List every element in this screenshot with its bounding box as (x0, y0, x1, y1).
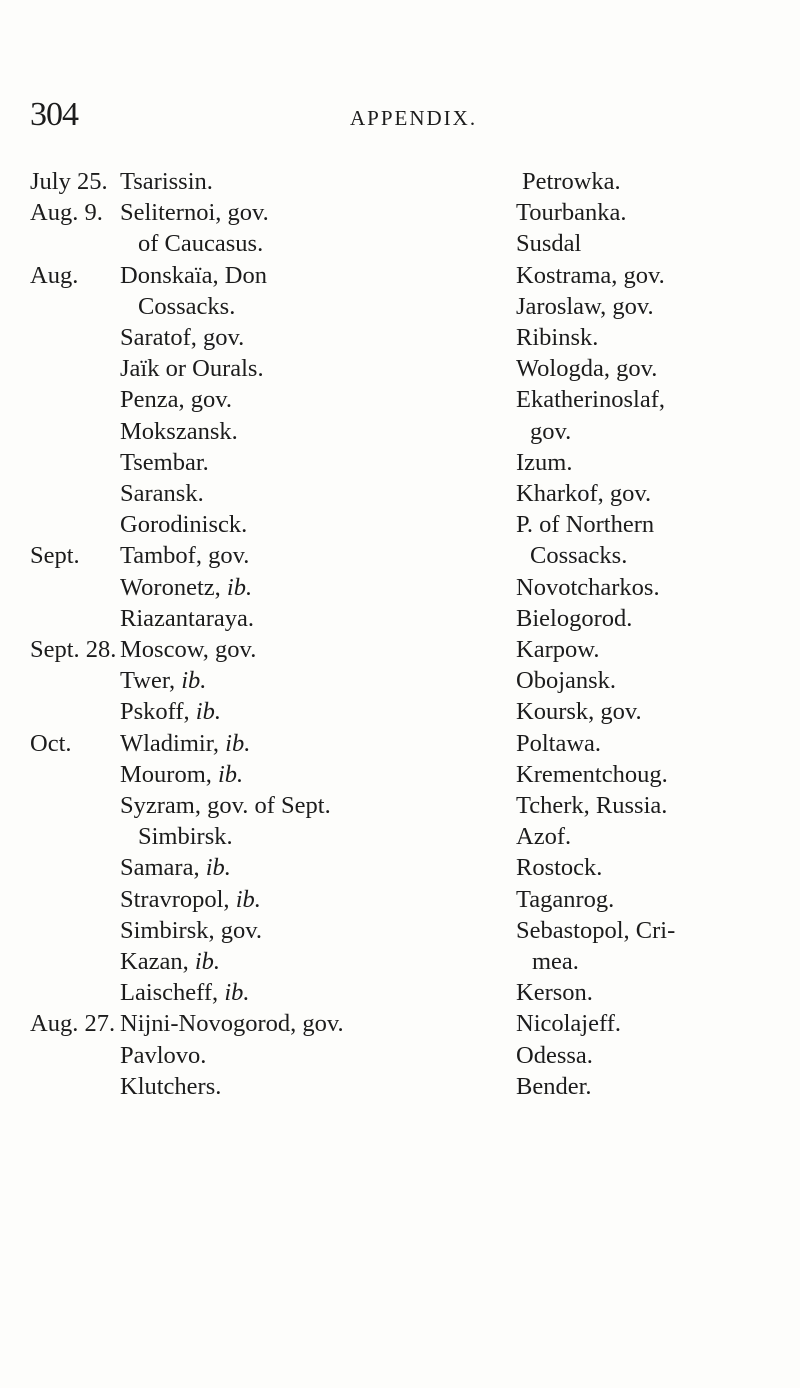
entry-text (522, 166, 621, 198)
place-name: Kostrama, gov. (516, 262, 665, 289)
place-name: Woronetz, (120, 574, 227, 601)
entry-text (120, 946, 220, 978)
entry-text (530, 540, 627, 572)
place-name: Rostock. (516, 854, 603, 881)
place-name: Cossacks. (530, 542, 628, 569)
entry-text (516, 634, 599, 666)
entry-text (516, 478, 651, 510)
entry-text (516, 728, 601, 760)
place-name: Riazantaraya. (120, 605, 254, 632)
entry-text (516, 759, 668, 791)
place-name: Cossacks. (138, 293, 236, 320)
ibid-abbreviation: ib. (195, 698, 221, 725)
place-name: Simbirsk. (138, 823, 233, 850)
place-name: Samara, (120, 854, 206, 881)
place-name: P. of Northern (516, 511, 655, 538)
place-name: Bender. (516, 1073, 592, 1100)
page-number: 304 (30, 96, 78, 133)
entry-text (516, 1071, 592, 1103)
place-name: Gorodinisck. (120, 511, 248, 538)
place-name: Kerson. (516, 979, 593, 1006)
place-name: Odessa. (516, 1042, 593, 1069)
entry-text (516, 384, 665, 416)
place-name: Kharkof, gov. (516, 480, 652, 507)
place-name: Novotcharkos. (516, 574, 660, 601)
place-name: Tambof, gov. (120, 542, 250, 569)
place-name: Saransk. (120, 480, 204, 507)
entry-text (120, 665, 206, 697)
entry-text (120, 1040, 206, 1072)
entry-text (516, 790, 667, 822)
entry-text (120, 759, 243, 791)
entry-date: Aug. 27. (30, 1010, 116, 1037)
place-name: Mokszansk. (120, 418, 238, 445)
ibid-abbreviation: ib. (226, 574, 253, 601)
entry-date: Oct. (30, 730, 72, 757)
entry-text (120, 384, 232, 416)
entry-text (120, 478, 204, 510)
place-name: Moscow, gov. (120, 636, 257, 663)
place-name: Wladimir, (120, 730, 226, 757)
entry-text (120, 977, 250, 1009)
place-name: Twer, (120, 667, 182, 694)
place-name: Susdal (516, 230, 582, 257)
entry-text (516, 572, 660, 604)
entry-text (516, 884, 614, 916)
entry-text (120, 572, 252, 604)
place-name: Jaroslaw, gov. (516, 293, 654, 320)
place-name: Sebastopol, Cri- (516, 917, 676, 944)
ibid-abbreviation: ib. (194, 948, 221, 975)
entry-text (516, 852, 602, 884)
entry-text (516, 603, 632, 635)
place-name: Tourbanka. (516, 199, 627, 226)
place-name: Nicolajeff. (516, 1010, 621, 1037)
place-name: Pavlovo. (120, 1042, 207, 1069)
entry-text (120, 790, 331, 822)
entry-text (120, 603, 254, 635)
place-name: Poltawa. (516, 730, 602, 757)
entry-text (516, 447, 572, 479)
entry-text (138, 291, 235, 323)
entry-text (516, 260, 665, 292)
place-name: Azof. (516, 823, 572, 850)
entry-text (516, 977, 593, 1009)
place-name: Ekatherinoslaf, (516, 386, 665, 413)
entry-text (120, 728, 250, 760)
place-name: Stravropol, (120, 886, 236, 913)
entry-text (120, 540, 249, 572)
entry-text (516, 1008, 621, 1040)
place-name: Tsembar. (120, 449, 209, 476)
place-name: Taganrog. (516, 886, 615, 913)
entry-text (120, 852, 231, 884)
entry-date: Sept. 28. (30, 636, 117, 663)
place-name: Obojansk. (516, 667, 617, 694)
entry-date: July 25. (30, 168, 108, 195)
place-name: Syzram, gov. of Sept. (120, 792, 331, 819)
place-name: Laischeff, (120, 979, 225, 1006)
entry-text (120, 197, 269, 229)
entry-text (516, 228, 581, 260)
place-name: Krementchoug. (516, 761, 668, 788)
place-name: Penza, gov. (120, 386, 233, 413)
place-name: Kazan, (120, 948, 195, 975)
entry-text (120, 509, 247, 541)
place-name: Tcherk, Russia. (516, 792, 668, 819)
entry-text (516, 1040, 593, 1072)
entry-text (138, 228, 263, 260)
entry-text (516, 322, 598, 354)
entry-text (120, 884, 261, 916)
place-name: Seliternoi, gov. (120, 199, 269, 226)
ibid-abbreviation: ib. (235, 886, 261, 913)
place-name: Mourom, (120, 761, 218, 788)
entry-text (120, 260, 267, 292)
entry-text (532, 946, 579, 978)
place-name: Wologda, gov. (516, 355, 658, 382)
place-name: Karpow. (516, 636, 600, 663)
entry-text (120, 322, 244, 354)
place-name: Saratof, gov. (120, 324, 245, 351)
place-name: Izum. (516, 449, 573, 476)
entry-text (120, 696, 221, 728)
place-name: Koursk, gov. (516, 698, 642, 725)
entry-text (516, 821, 571, 853)
entry-text (120, 416, 238, 448)
entry-date: Sept. (30, 542, 80, 569)
place-name: Pskoff, (120, 698, 196, 725)
entry-text (530, 416, 571, 448)
place-name: Donskaïa, Don (120, 262, 267, 289)
ibid-abbreviation: ib. (225, 730, 251, 757)
entry-text (120, 634, 256, 666)
entry-date: Aug. 9. (30, 199, 103, 226)
entry-text (516, 696, 642, 728)
entry-text (120, 915, 262, 947)
entry-text (516, 509, 654, 541)
ibid-abbreviation: ib. (218, 761, 244, 788)
running-head: APPENDIX. (350, 106, 478, 130)
entry-text (120, 353, 264, 385)
entry-text (516, 915, 675, 947)
ibid-abbreviation: ib. (205, 854, 231, 881)
place-name: Tsarissin. (120, 168, 213, 195)
place-name: Bielogorod. (516, 605, 633, 632)
entry-text (120, 1071, 221, 1103)
entry-text (120, 447, 209, 479)
place-name: Nijni-Novogorod, gov. (120, 1010, 344, 1037)
entry-text (516, 197, 627, 229)
entry-text (516, 665, 616, 697)
entry-text (120, 1008, 344, 1040)
ibid-abbreviation: ib. (181, 667, 207, 694)
place-name: mea. (532, 948, 579, 975)
place-name: Petrowka. (522, 168, 621, 195)
entry-text (516, 291, 654, 323)
place-name: of Caucasus. (138, 230, 264, 257)
entry-text (138, 821, 233, 853)
place-name: Ribinsk. (516, 324, 599, 351)
ibid-abbreviation: ib. (224, 979, 250, 1006)
entry-text (516, 353, 657, 385)
place-name: Jaïk or Ourals. (120, 355, 264, 382)
place-name: Simbirsk, gov. (120, 917, 263, 944)
place-name: Klutchers. (120, 1073, 222, 1100)
entry-date: Aug. (30, 262, 79, 289)
page-header (0, 88, 800, 138)
entry-text (120, 166, 213, 198)
place-name: gov. (530, 418, 572, 445)
